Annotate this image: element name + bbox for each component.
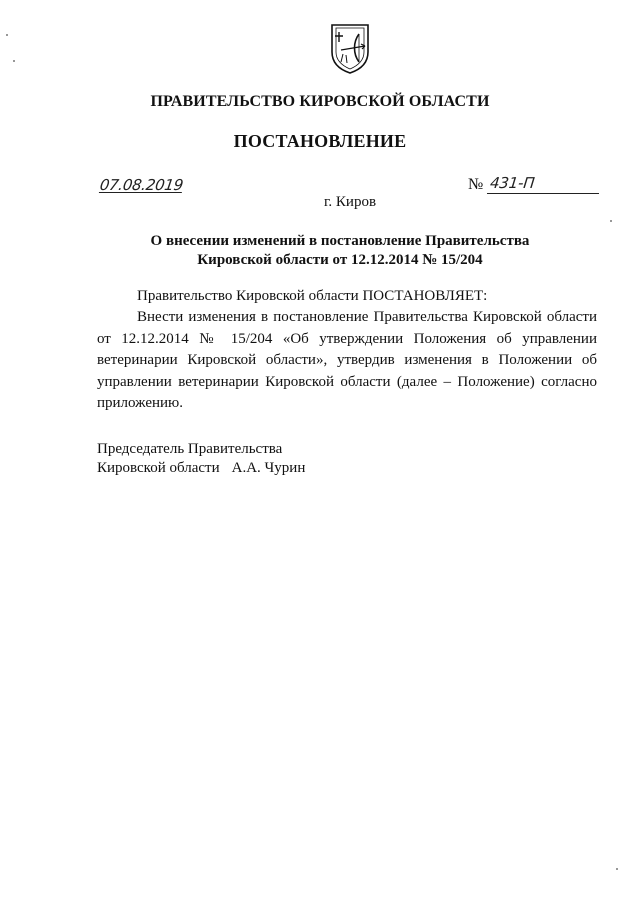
document-date: 07.08.2019 [98,176,185,194]
signatory-position-line-2: Кировской области [97,460,220,476]
scan-speck [616,868,618,870]
signatory-position-line-1: Председатель Правительства [97,441,283,457]
kirov-oblast-coat-of-arms-icon [329,22,371,74]
document-title [120,232,560,270]
number-value: 431-П [487,174,601,194]
document-type-heading: ПОСТАНОВЛЕНИЕ [233,131,407,151]
document-number [468,174,598,196]
title-line-1: О внесении изменений в постановление Правительства [150,233,530,249]
scan-speck [610,220,612,222]
scan-speck [6,34,8,36]
title-line-2: Кировской области от 12.12.2014 № 15/204 [197,252,483,268]
signature-block [97,440,305,478]
city: г. Киров [323,194,377,210]
resolution-paragraph: Внести изменения в постановление Правительства Кировской области от 12.12.2014 № 15/204 «Об утверждении Положения об управлении ветеринарии Кировской области», утвердив изменения в Положении об управлении ветеринарии Кировской области (далее – Положение) согласно приложению. [97,309,597,412]
number-sign: № [468,176,484,193]
resolution-intro: Правительство Кировской области ПОСТАНОВЛЯЕТ: [137,288,488,304]
signatory-name: А.А. Чурин [231,460,306,476]
scan-speck [13,60,15,62]
government-name: ПРАВИТЕЛЬСТВО КИРОВСКОЙ ОБЛАСТИ [150,93,490,110]
